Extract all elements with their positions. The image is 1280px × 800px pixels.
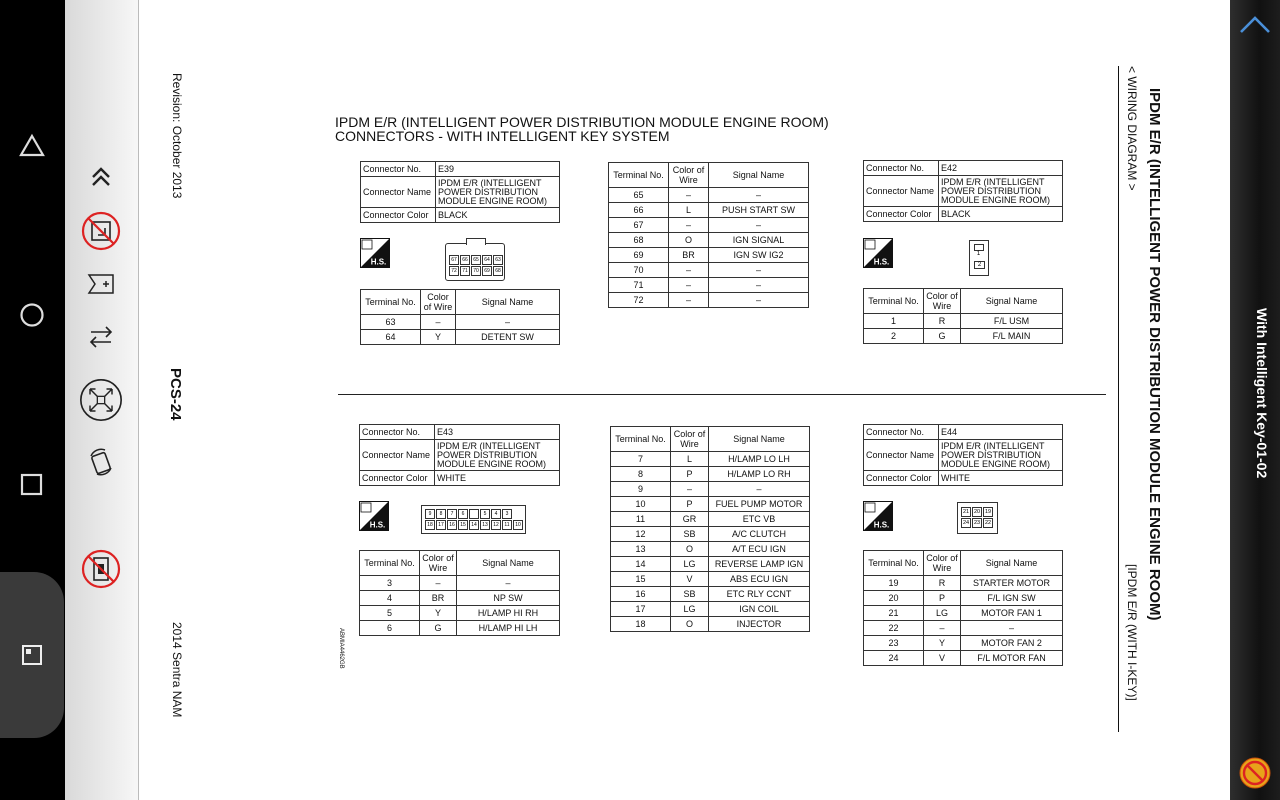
connector-name-value: IPDM E/R (INTELLIGENT POWER DISTRIBUTION MODULE ENGINE ROOM) (435, 440, 560, 471)
table-row (864, 576, 1063, 591)
connector-pin: 22 (984, 520, 992, 526)
wire-color-cell: Y (420, 606, 457, 621)
signal-name-cell: – (709, 218, 809, 233)
expand-arrows-icon (79, 376, 123, 424)
add-bookmark-button[interactable] (79, 262, 123, 306)
rotate-icon (85, 446, 117, 478)
table-row (360, 591, 560, 606)
terminal-no-cell: 1 (864, 314, 924, 329)
table-row (864, 329, 1063, 344)
signal-name-cell: – (709, 293, 809, 308)
terminal-table-e43-b (610, 426, 810, 632)
connector-pin: 11 (502, 520, 512, 530)
th-signal-name: Signal Name (709, 163, 809, 188)
swap-pages-button[interactable] (79, 315, 123, 359)
rotation-disabled-icon (1238, 756, 1272, 790)
signal-name-cell: INJECTOR (709, 617, 810, 632)
wire-color-cell: – (671, 482, 709, 497)
terminal-no-cell: 2 (864, 329, 924, 344)
connector-name-value: IPDM E/R (INTELLIGENT POWER DISTRIBUTION MODULE ENGINE ROOM) (939, 440, 1063, 471)
label-connector-color: Connector Color (361, 208, 436, 223)
terminal-table-e43-a (359, 550, 560, 636)
table-row (611, 467, 810, 482)
signal-name-cell: NP SW (457, 591, 560, 606)
back-icon[interactable] (12, 126, 52, 166)
connector-no-value: E39 (436, 162, 560, 177)
terminal-no-cell: 64 (361, 330, 421, 345)
table-row (361, 315, 560, 330)
connector-info-e43 (359, 424, 560, 486)
signal-name-cell: – (961, 621, 1063, 636)
connector-pin: 67 (449, 255, 459, 265)
table-row (609, 188, 809, 203)
wire-color-cell: LG (924, 606, 961, 621)
double-chevron-up-icon (88, 164, 114, 190)
terminal-no-cell: 13 (611, 542, 671, 557)
table-row (864, 621, 1063, 636)
wire-color-cell: – (669, 263, 709, 278)
terminal-no-cell: 23 (864, 636, 924, 651)
terminal-no-cell: 63 (361, 315, 421, 330)
signal-name-cell: F/L IGN SW (961, 591, 1063, 606)
connector-pin: 68 (493, 266, 503, 276)
document-title: With Intelligent Key-01-02 (1254, 308, 1270, 479)
terminal-no-cell: 24 (864, 651, 924, 666)
side-sub-left: < WIRING DIAGRAM > (1125, 66, 1139, 191)
connector-pin: 5 (480, 509, 490, 519)
table-row (611, 602, 810, 617)
connector-pin: 63 (493, 255, 503, 265)
label-connector-name: Connector Name (360, 440, 435, 471)
wire-color-cell: – (421, 315, 456, 330)
signal-name-cell: A/T ECU IGN (709, 542, 810, 557)
revision-text: Revision: October 2013 (170, 73, 184, 199)
table-row (360, 606, 560, 621)
terminal-no-cell: 68 (609, 233, 669, 248)
terminal-no-cell: 17 (611, 602, 671, 617)
table-row (611, 587, 810, 602)
connector-pin: 66 (460, 255, 470, 265)
figure-code: ABMIA4462GB (338, 628, 344, 669)
table-row (611, 497, 810, 512)
th-color-of-wire: Color of Wire (671, 427, 709, 452)
no-rotation-button[interactable] (1238, 756, 1272, 790)
connector-name-value: IPDM E/R (INTELLIGENT POWER DISTRIBUTION MODULE ENGINE ROOM) (436, 177, 560, 208)
connector-pin: 12 (491, 520, 501, 530)
th-terminal-no: Terminal No. (611, 427, 671, 452)
connector-pin: 6 (458, 509, 468, 519)
title-line-1: IPDM E/R (INTELLIGENT POWER DISTRIBUTION MODULE ENGINE ROOM) (335, 114, 829, 130)
connector-pin: 15 (458, 520, 468, 530)
terminal-no-cell: 10 (611, 497, 671, 512)
connector-pin (469, 509, 479, 519)
connector-pin: 64 (482, 255, 492, 265)
connector-pin: 65 (471, 255, 481, 265)
side-title: IPDM E/R (INTELLIGENT POWER DISTRIBUTION MODULE ENGINE ROOM) (1146, 88, 1163, 621)
connector-pin: 24 (962, 520, 970, 526)
terminal-no-cell: 22 (864, 621, 924, 636)
label-connector-name: Connector Name (361, 177, 436, 208)
connector-pin: 20 (973, 509, 981, 515)
title-line-2: CONNECTORS - WITH INTELLIGENT KEY SYSTEM (335, 128, 670, 144)
connector-color-value: BLACK (939, 207, 1063, 222)
terminal-no-cell: 7 (611, 452, 671, 467)
terminal-no-cell: 67 (609, 218, 669, 233)
hs-label: H.S. (370, 257, 387, 267)
table-row (609, 203, 809, 218)
table-row (864, 651, 1063, 666)
signal-name-cell: H/LAMP HI LH (457, 621, 560, 636)
connector-pin: 14 (469, 520, 479, 530)
vehicle-text: 2014 Sentra NAM (170, 622, 184, 718)
terminal-no-cell: 8 (611, 467, 671, 482)
signal-name-cell: H/LAMP LO LH (709, 452, 810, 467)
connector-color-value: WHITE (435, 471, 560, 486)
wire-color-cell: GR (671, 512, 709, 527)
screen-lock-disabled-icon (81, 549, 121, 589)
th-color-of-wire: Color of Wire (924, 289, 961, 314)
wire-color-cell: SB (671, 587, 709, 602)
terminal-no-cell: 72 (609, 293, 669, 308)
wire-color-cell: O (669, 233, 709, 248)
connector-pin: 13 (480, 520, 490, 530)
wire-color-cell: V (671, 572, 709, 587)
wire-color-cell: P (671, 497, 709, 512)
hs-label: H.S. (369, 520, 386, 530)
label-connector-color: Connector Color (864, 471, 939, 486)
table-row (611, 512, 810, 527)
wire-color-cell: SB (671, 527, 709, 542)
terminal-no-cell: 6 (360, 621, 420, 636)
connector-diagram-e44 (957, 502, 998, 534)
wire-color-cell: P (924, 591, 961, 606)
table-row (609, 263, 809, 278)
table-row (609, 218, 809, 233)
signal-name-cell: MOTOR FAN 2 (961, 636, 1063, 651)
signal-name-cell: H/LAMP HI RH (457, 606, 560, 621)
terminal-no-cell: 18 (611, 617, 671, 632)
document-page (139, 0, 1230, 800)
hs-label: H.S. (873, 257, 890, 267)
terminal-no-cell: 70 (609, 263, 669, 278)
recent-apps-icon[interactable] (12, 465, 52, 505)
wire-color-cell: O (671, 617, 709, 632)
table-row (611, 452, 810, 467)
table-row (611, 572, 810, 587)
table-row (864, 636, 1063, 651)
hs-icon (863, 238, 893, 268)
label-connector-color: Connector Color (864, 207, 939, 222)
connector-info-e39 (360, 161, 560, 223)
th-terminal-no: Terminal No. (360, 551, 420, 576)
section-divider (338, 394, 1106, 395)
th-signal-name: Signal Name (709, 427, 810, 452)
signal-name-cell: F/L MOTOR FAN (961, 651, 1063, 666)
terminal-no-cell: 65 (609, 188, 669, 203)
connector-info-e44 (863, 424, 1063, 486)
signal-name-cell: MOTOR FAN 1 (961, 606, 1063, 621)
label-connector-name: Connector Name (864, 440, 939, 471)
table-row (864, 314, 1063, 329)
table-row (609, 248, 809, 263)
wire-color-cell: O (671, 542, 709, 557)
th-signal-name: Signal Name (961, 289, 1063, 314)
home-icon[interactable] (12, 295, 52, 335)
page-title (335, 115, 829, 143)
signal-name-cell: A/C CLUTCH (709, 527, 810, 542)
terminal-no-cell: 14 (611, 557, 671, 572)
fit-page-disabled-icon (81, 211, 121, 251)
signal-name-cell: – (456, 315, 560, 330)
no-screen-lock-button[interactable] (79, 547, 123, 591)
connector-diagram-e42 (969, 240, 989, 276)
table-row (611, 482, 810, 497)
th-color-of-wire: Color of Wire (420, 551, 457, 576)
terminal-table-e42 (863, 288, 1063, 344)
wire-color-cell: LG (671, 602, 709, 617)
th-signal-name: Signal Name (456, 290, 560, 315)
signal-name-cell: PUSH START SW (709, 203, 809, 218)
wire-color-cell: L (671, 452, 709, 467)
label-connector-no: Connector No. (360, 425, 435, 440)
window-icon[interactable] (12, 635, 52, 675)
label-connector-no: Connector No. (361, 162, 436, 177)
table-row (611, 617, 810, 632)
signal-name-cell: – (709, 278, 809, 293)
connector-pin: 21 (962, 509, 970, 515)
harness-side-icon (360, 238, 390, 268)
viewer-toolbar (65, 0, 139, 800)
table-row (361, 330, 560, 345)
table-row (609, 233, 809, 248)
connector-color-value: BLACK (436, 208, 560, 223)
wire-color-cell: – (669, 293, 709, 308)
right-panel (1230, 0, 1280, 800)
table-row (360, 621, 560, 636)
connector-pin: 10 (513, 520, 523, 530)
signal-name-cell: – (457, 576, 560, 591)
connector-pin: 71 (460, 266, 470, 276)
connector-no-value: E44 (939, 425, 1063, 440)
side-sub-right: [IPDM E/R (WITH I-KEY)] (1125, 564, 1139, 701)
th-terminal-no: Terminal No. (864, 289, 924, 314)
hs-icon (360, 238, 390, 268)
hs-label: H.S. (873, 520, 890, 530)
wire-color-cell: – (924, 621, 961, 636)
label-connector-no: Connector No. (864, 425, 939, 440)
signal-name-cell: ETC RLY CCNT (709, 587, 810, 602)
signal-name-cell: F/L MAIN (961, 329, 1063, 344)
harness-side-icon (863, 238, 893, 268)
wire-color-cell: – (420, 576, 457, 591)
harness-side-icon (863, 501, 893, 531)
connector-color-value: WHITE (939, 471, 1063, 486)
rotate-page-button[interactable] (79, 440, 123, 484)
collapse-toolbar-button[interactable] (79, 155, 123, 199)
hs-icon (863, 501, 893, 531)
connector-no-value: E42 (939, 161, 1063, 176)
signal-name-cell: – (709, 263, 809, 278)
wire-color-cell: BR (669, 248, 709, 263)
th-color-of-wire: Color of Wire (669, 163, 709, 188)
signal-name-cell: ABS ECU IGN (709, 572, 810, 587)
connector-pin: 9 (425, 509, 435, 519)
swap-arrows-icon (87, 323, 115, 351)
terminal-no-cell: 21 (864, 606, 924, 621)
wire-color-cell: R (924, 576, 961, 591)
th-color-of-wire: Color of Wire (421, 290, 456, 315)
terminal-no-cell: 19 (864, 576, 924, 591)
connector-pin: 17 (436, 520, 446, 530)
table-row (609, 278, 809, 293)
connector-pin: 19 (984, 509, 992, 515)
harness-side-icon (359, 501, 389, 531)
pin-2: 2 (974, 261, 985, 269)
th-color-of-wire: Color of Wire (924, 551, 961, 576)
wire-color-cell: BR (420, 591, 457, 606)
connector-pin: 8 (436, 509, 446, 519)
connector-pin: 18 (425, 520, 435, 530)
wire-color-cell: R (924, 314, 961, 329)
table-row (360, 576, 560, 591)
th-signal-name: Signal Name (457, 551, 560, 576)
chevron-up-icon (1238, 12, 1272, 36)
connector-pin: 7 (447, 509, 457, 519)
connector-no-value: E43 (435, 425, 560, 440)
table-row (611, 527, 810, 542)
th-terminal-no: Terminal No. (361, 290, 421, 315)
wire-color-cell: V (924, 651, 961, 666)
scroll-up-button[interactable] (1238, 12, 1272, 36)
signal-name-cell: IGN SIGNAL (709, 233, 809, 248)
android-nav-bar (0, 0, 64, 800)
signal-name-cell: FUEL PUMP MOTOR (709, 497, 810, 512)
signal-name-cell: ETC VB (709, 512, 810, 527)
terminal-no-cell: 12 (611, 527, 671, 542)
connector-pin: 3 (502, 509, 512, 519)
wire-color-cell: – (669, 278, 709, 293)
label-connector-color: Connector Color (360, 471, 435, 486)
page-number: PCS-24 (167, 368, 184, 421)
terminal-no-cell: 4 (360, 591, 420, 606)
connector-pin: 23 (973, 520, 981, 526)
signal-name-cell: F/L USM (961, 314, 1063, 329)
terminal-no-cell: 5 (360, 606, 420, 621)
signal-name-cell: – (709, 482, 810, 497)
connector-diagram-e39 (445, 243, 505, 281)
terminal-no-cell: 66 (609, 203, 669, 218)
wire-color-cell: L (669, 203, 709, 218)
terminal-table-e44 (863, 550, 1063, 666)
bookmark-add-icon (87, 272, 115, 296)
wire-color-cell: Y (924, 636, 961, 651)
terminal-no-cell: 16 (611, 587, 671, 602)
connector-pin: 16 (447, 520, 457, 530)
terminal-no-cell: 15 (611, 572, 671, 587)
table-row (864, 591, 1063, 606)
wire-color-cell: Y (421, 330, 456, 345)
header-rule (1118, 66, 1119, 732)
table-row (864, 606, 1063, 621)
signal-name-cell: H/LAMP LO RH (709, 467, 810, 482)
no-fit-page-button[interactable] (79, 209, 123, 253)
wire-color-cell: G (924, 329, 961, 344)
label-connector-no: Connector No. (864, 161, 939, 176)
hs-icon (359, 501, 389, 531)
connector-name-value: IPDM E/R (INTELLIGENT POWER DISTRIBUTION MODULE ENGINE ROOM) (939, 176, 1063, 207)
wire-color-cell: LG (671, 557, 709, 572)
wire-color-cell: G (420, 621, 457, 636)
signal-name-cell: – (709, 188, 809, 203)
th-signal-name: Signal Name (961, 551, 1063, 576)
connector-pin: 69 (482, 266, 492, 276)
signal-name-cell: IGN COIL (709, 602, 810, 617)
terminal-no-cell: 71 (609, 278, 669, 293)
wire-color-cell: P (671, 467, 709, 482)
connector-info-e42 (863, 160, 1063, 222)
connector-pin: 4 (491, 509, 501, 519)
signal-name-cell: STARTER MOTOR (961, 576, 1063, 591)
signal-name-cell: DETENT SW (456, 330, 560, 345)
terminal-table-e39-a (360, 289, 560, 345)
connector-pin: 70 (471, 266, 481, 276)
label-connector-name: Connector Name (864, 176, 939, 207)
table-row (611, 542, 810, 557)
signal-name-cell: REVERSE LAMP IGN (709, 557, 810, 572)
terminal-no-cell: 11 (611, 512, 671, 527)
th-terminal-no: Terminal No. (864, 551, 924, 576)
pin-1: 1 (976, 251, 981, 257)
wire-color-cell: – (669, 218, 709, 233)
terminal-no-cell: 9 (611, 482, 671, 497)
fullscreen-button[interactable] (79, 378, 123, 422)
terminal-no-cell: 20 (864, 591, 924, 606)
connector-diagram-e43 (421, 505, 526, 534)
terminal-table-e39-b (608, 162, 809, 308)
terminal-no-cell: 69 (609, 248, 669, 263)
table-row (609, 293, 809, 308)
th-terminal-no: Terminal No. (609, 163, 669, 188)
connector-pin: 72 (449, 266, 459, 276)
terminal-no-cell: 3 (360, 576, 420, 591)
signal-name-cell: IGN SW IG2 (709, 248, 809, 263)
table-row (611, 557, 810, 572)
wire-color-cell: – (669, 188, 709, 203)
